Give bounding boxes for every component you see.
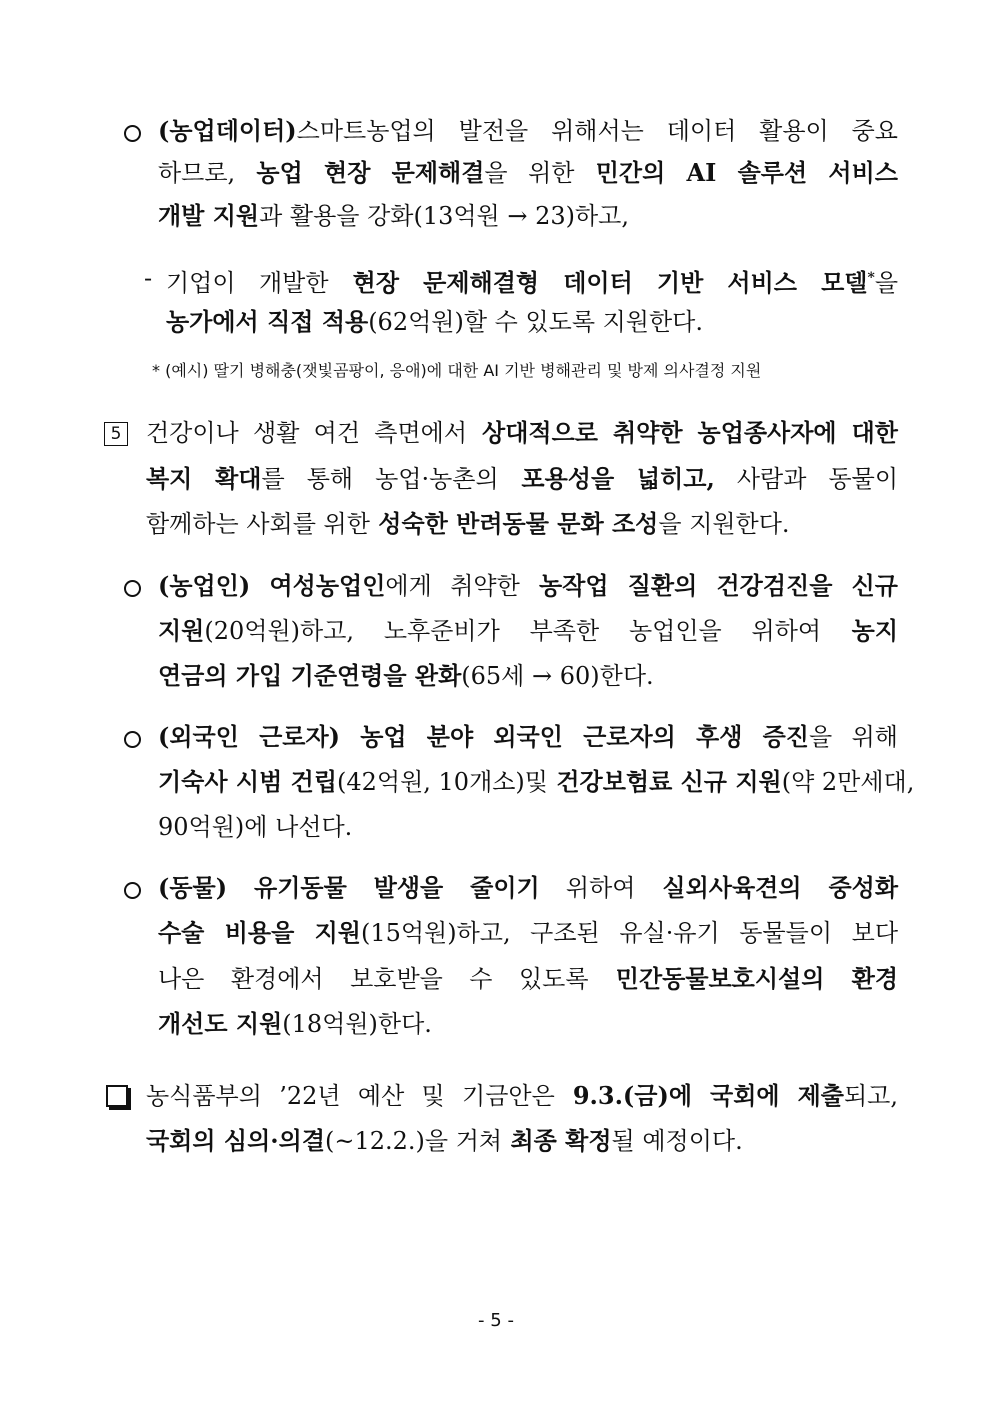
text-span: 스마트농업의 발전을 위해서는 데이터 활용이 중요 (296, 117, 898, 145)
bold-span: 여성농업인 (250, 571, 386, 600)
circle-bullet-icon (124, 580, 141, 597)
paragraph-line (146, 463, 898, 495)
paragraph-line (158, 570, 898, 602)
page-number: - 5 - (478, 1310, 514, 1331)
text-span: 되고, (844, 1082, 898, 1110)
bold-span: 수술 비용을 지원 (158, 918, 361, 947)
text-span: 농식품부의 ’22년 예산 및 기금안은 (146, 1082, 555, 1110)
bold-span: 기숙사 시범 건립 (158, 767, 337, 796)
text-span: 을 위한 (484, 159, 575, 187)
paragraph-line (158, 872, 898, 904)
bold-span: 개발 지원 (158, 201, 260, 230)
paragraph-line (158, 721, 898, 753)
bold-span: 민간동물보호시설의 환경 (588, 964, 899, 993)
text-span: (~12.2.)을 거쳐 (325, 1127, 503, 1155)
bold-span: 농가에서 직접 적용 (166, 307, 369, 336)
paragraph-line (158, 615, 898, 647)
bold-span: 유기동물 발생을 줄이기 (227, 873, 540, 902)
paragraph-line (166, 262, 898, 299)
paragraph-line (158, 115, 898, 147)
text-span: 에게 취약한 (385, 572, 520, 600)
text-span: 함께하는 사회를 위한 (146, 510, 370, 538)
text-span: 될 예정이다. (611, 1127, 743, 1155)
text-span: 건강이나 생활 여건 측면에서 (146, 419, 468, 447)
bold-span: 복지 확대 (146, 464, 262, 493)
paragraph-line (158, 766, 915, 798)
text-span: 를 통해 농업·농촌의 (261, 465, 499, 493)
heading-label: (외국인 근로자) (158, 722, 341, 751)
paragraph-line (158, 963, 898, 995)
bold-span: 9.3.(금)에 국회에 제출 (554, 1081, 844, 1110)
paragraph-line (158, 200, 629, 232)
paragraph-line: 90억원)에 나선다. (158, 813, 353, 841)
text-span: 을 (874, 269, 899, 297)
paragraph-line (158, 1008, 432, 1040)
paragraph-line (158, 917, 898, 949)
text-span: (18억원)한다. (282, 1010, 432, 1038)
text-span: (62억원)할 수 있도록 지원한다. (368, 308, 703, 336)
text-span: 나은 환경에서 보호받을 수 있도록 (158, 965, 589, 993)
text-span: (15억원)하고, 구조된 유실·유기 동물들이 보다 (360, 919, 899, 947)
bold-span: 개선도 지원 (158, 1009, 283, 1038)
bold-span: 민간의 AI 솔루션 서비스 (574, 158, 898, 187)
square-bullet-icon (106, 1085, 128, 1107)
text-span: 을 지원한다. (658, 510, 790, 538)
paragraph-line (146, 417, 898, 449)
bold-span: 실외사육견의 중성화 (635, 873, 898, 902)
footnote: * (예시) 딸기 병해충(잿빛곰팡이, 응애)에 대한 AI 기반 병해관리 및 방제 의사결정 지원 (152, 361, 762, 380)
bold-span: 농업 분야 외국인 근로자의 후생 증진 (340, 722, 809, 751)
text-span: 과 활용을 강화(13억원 → 23)하고, (259, 202, 629, 230)
bold-span: 국회의 심의·의결 (146, 1126, 325, 1155)
paragraph-line (146, 1125, 743, 1157)
paragraph-line (158, 157, 898, 189)
circle-bullet-icon (124, 882, 141, 899)
text-span: 하므로, (158, 159, 236, 187)
bold-span: 연금의 가입 기준연령을 완화 (158, 661, 462, 690)
text-span: (20억원)하고, 노후준비가 부족한 농업인을 위하여 (204, 617, 822, 645)
bold-span: 최종 확정 (502, 1126, 612, 1155)
paragraph-line (146, 508, 790, 540)
paragraph-line (146, 1080, 898, 1112)
circle-bullet-icon (124, 125, 141, 142)
bold-span: 성숙한 반려동물 문화 조성 (369, 509, 659, 538)
bold-span: 농지 (821, 616, 898, 645)
circle-bullet-icon (124, 731, 141, 748)
paragraph-line (158, 660, 654, 692)
bold-span: 농작업 질환의 건강검진을 신규 (519, 571, 898, 600)
paragraph-line (166, 306, 703, 338)
dash-bullet: - (144, 264, 153, 292)
text-span: 사람과 동물이 (714, 465, 899, 493)
bold-span: 지원 (158, 616, 205, 645)
text-span: (65세 → 60)한다. (461, 662, 654, 690)
section-number-box: 5 (104, 422, 128, 446)
text-span: 기업이 개발한 (166, 269, 329, 297)
text-span: (약 2만세대, (781, 768, 915, 796)
bold-span: 농업 현장 문제해결 (235, 158, 485, 187)
text-span: 위하여 (539, 874, 636, 902)
bold-span: 건강보험료 신규 지원 (547, 767, 782, 796)
heading-label: (농업인) (158, 571, 251, 600)
heading-label: (동물) (158, 873, 228, 902)
bold-span: 상대적으로 취약한 농업종사자에 대한 (467, 418, 898, 447)
bold-span: 포용성을 넓히고, (498, 464, 715, 493)
text-span: (42억원, 10개소)및 (337, 768, 548, 796)
footnote-mark: * (867, 270, 875, 286)
heading-label: (농업데이터) (158, 116, 297, 145)
text-span: 을 위해 (808, 723, 898, 751)
bold-span: 현장 문제해결형 데이터 기반 서비스 모델 (328, 268, 868, 297)
